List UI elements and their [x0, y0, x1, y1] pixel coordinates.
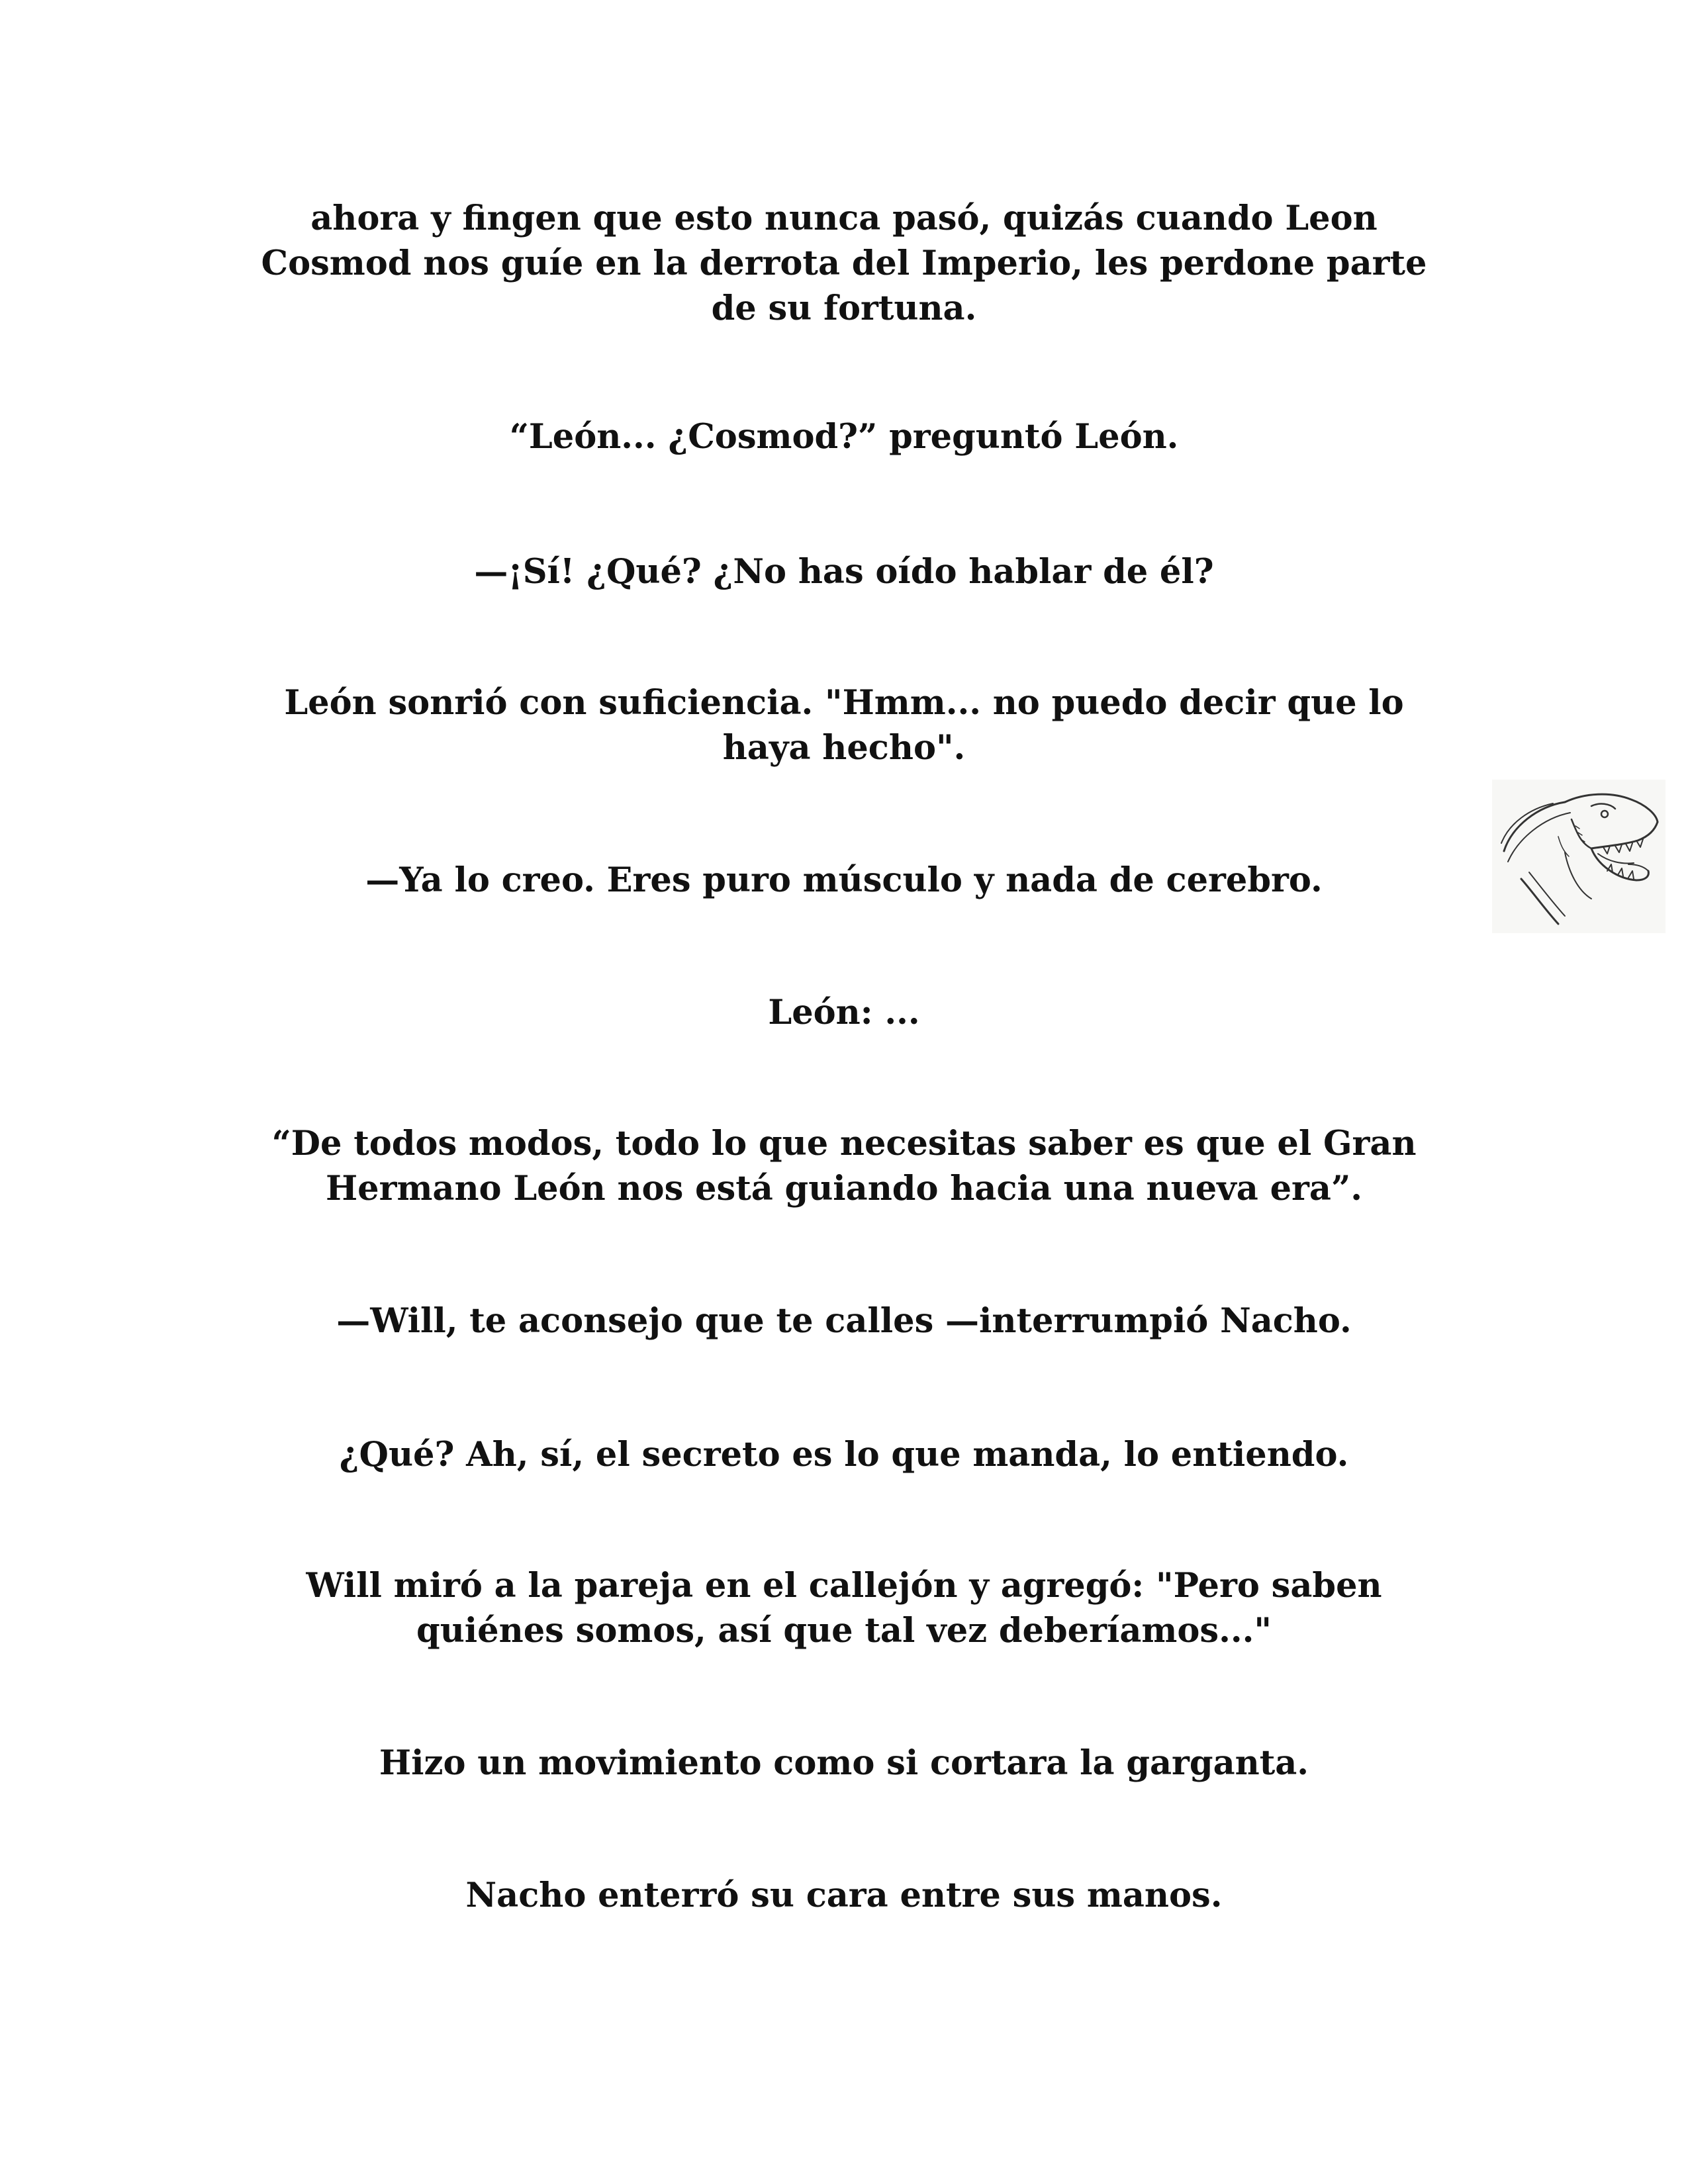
paragraph-2: “León... ¿Cosmod?” preguntó León. [509, 417, 1179, 457]
paragraph-1: ahora y fingen que esto nunca pasó, quizás cuando Leon Cosmod nos guíe en la derrota del Imperio, les perdone parte de su fortuna. [261, 199, 1427, 328]
paragraph-7: “De todos modos, todo lo que necesitas saber es que el Gran Hermano León nos está guiando hacia una nueva era”. [271, 1124, 1417, 1208]
paragraph-6: León: ... [768, 993, 920, 1032]
dinosaur-head-sketch-icon [1492, 780, 1665, 933]
paragraph-8: —Will, te aconsejo que te calles —interrumpió Nacho. [336, 1301, 1352, 1341]
paragraph-9: ¿Qué? Ah, sí, el secreto es lo que manda, lo entiendo. [339, 1435, 1349, 1475]
paragraph-4: León sonrió con suficiencia. "Hmm... no puedo decir que lo haya hecho". [284, 683, 1404, 768]
paragraph-10: Will miró a la pareja en el callejón y agregó: "Pero saben quiénes somos, así que tal vez deberíamos..." [306, 1566, 1382, 1651]
paragraph-11: Hizo un movimiento como si cortara la garganta. [379, 1743, 1309, 1783]
paragraph-5: —Ya lo creo. Eres puro músculo y nada de cerebro. [365, 860, 1323, 900]
paragraph-12: Nacho enterró su cara entre sus manos. [465, 1876, 1223, 1915]
paragraph-3: —¡Sí! ¿Qué? ¿No has oído hablar de él? [474, 552, 1214, 592]
